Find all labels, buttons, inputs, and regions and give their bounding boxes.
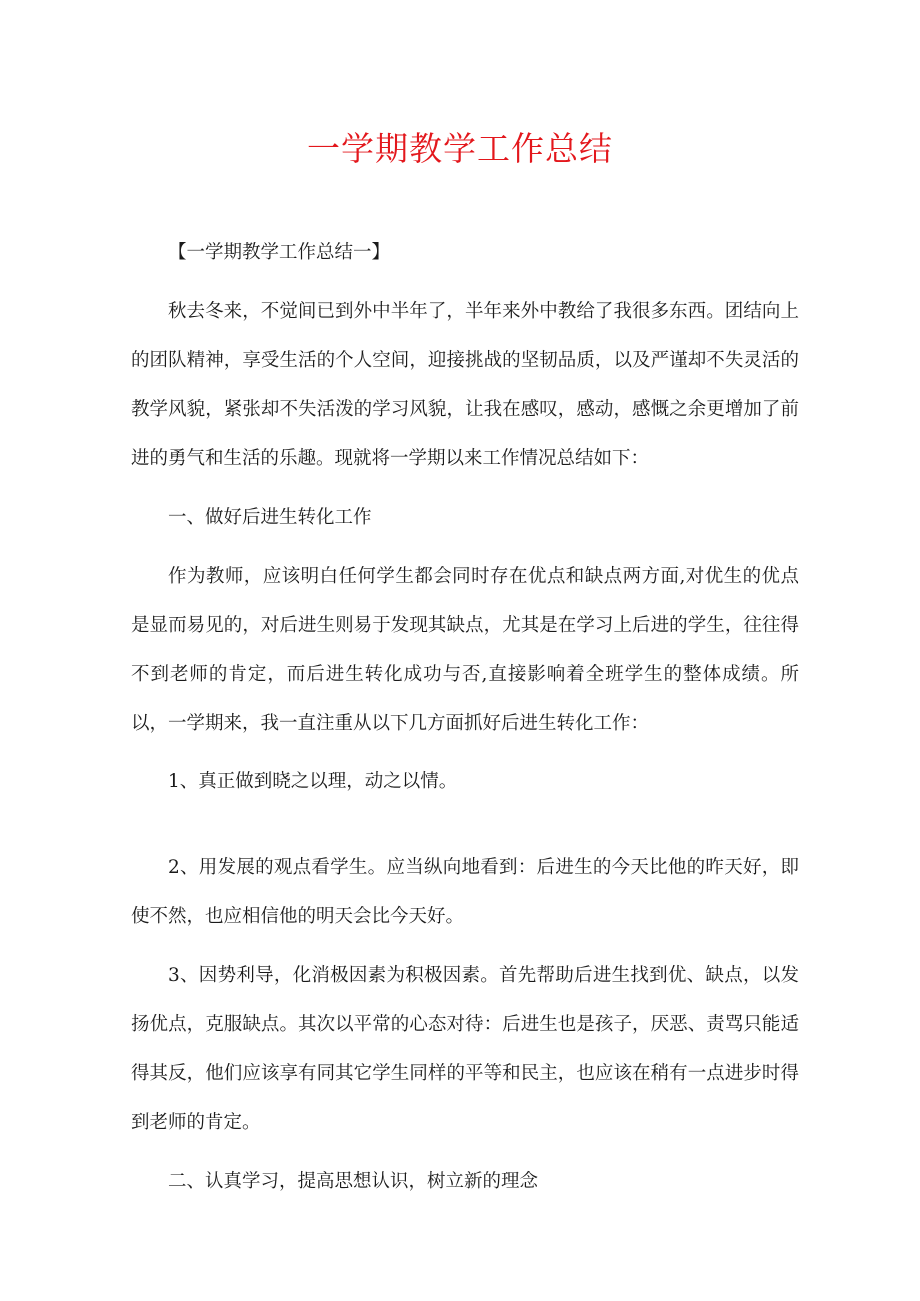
document-body <box>131 228 799 1206</box>
paragraph-teacher-role: 作为教师，应该明白任何学生都会同时存在优点和缺点两方面,对优生的优点是显而易见的，对后进生则易于发现其缺点，尤其是在学习上后进的学生，往往得不到老师的肯定，而后进生转化成功与否,直接影响着全班学生的整体成绩。所以，一学期来，我一直注重从以下几方面抓好后进生转化工作： <box>131 566 799 734</box>
document-title: 一学期教学工作总结 <box>307 129 613 168</box>
list-item-3: 3、因势利导，化消极因素为积极因素。首先帮助后进生找到优、缺点，以发扬优点，克服缺点。其次以平常的心态对待：后进生也是孩子，厌恶、责骂只能适得其反，他们应该享有同其它学生同样的平等和民主，也应该在稍有一点进步时得到老师的肯定。 <box>131 965 799 1133</box>
section-heading-1: 【一学期教学工作总结一】 <box>168 242 391 263</box>
list-item-2: 2、用发展的观点看学生。应当纵向地看到：后进生的今天比他的昨天好，即使不然，也应相信他的明天会比今天好。 <box>131 857 799 927</box>
intro-paragraph: 秋去冬来，不觉间已到外中半年了，半年来外中教给了我很多东西。团结向上的团队精神，享受生活的个人空间，迎接挑战的坚韧品质，以及严谨却不失灵活的教学风貌，紧张却不失活泼的学习风貌，让我在感叹，感动，感慨之余更增加了前进的勇气和生活的乐趣。现就将一学期以来工作情况总结如下： <box>131 301 799 469</box>
subheading-2: 二、认真学习，提高思想认识，树立新的理念 <box>168 1171 539 1192</box>
list-item-1: 1、真正做到晓之以理，动之以情。 <box>168 771 458 792</box>
subheading-1: 一、做好后进生转化工作 <box>168 507 372 528</box>
